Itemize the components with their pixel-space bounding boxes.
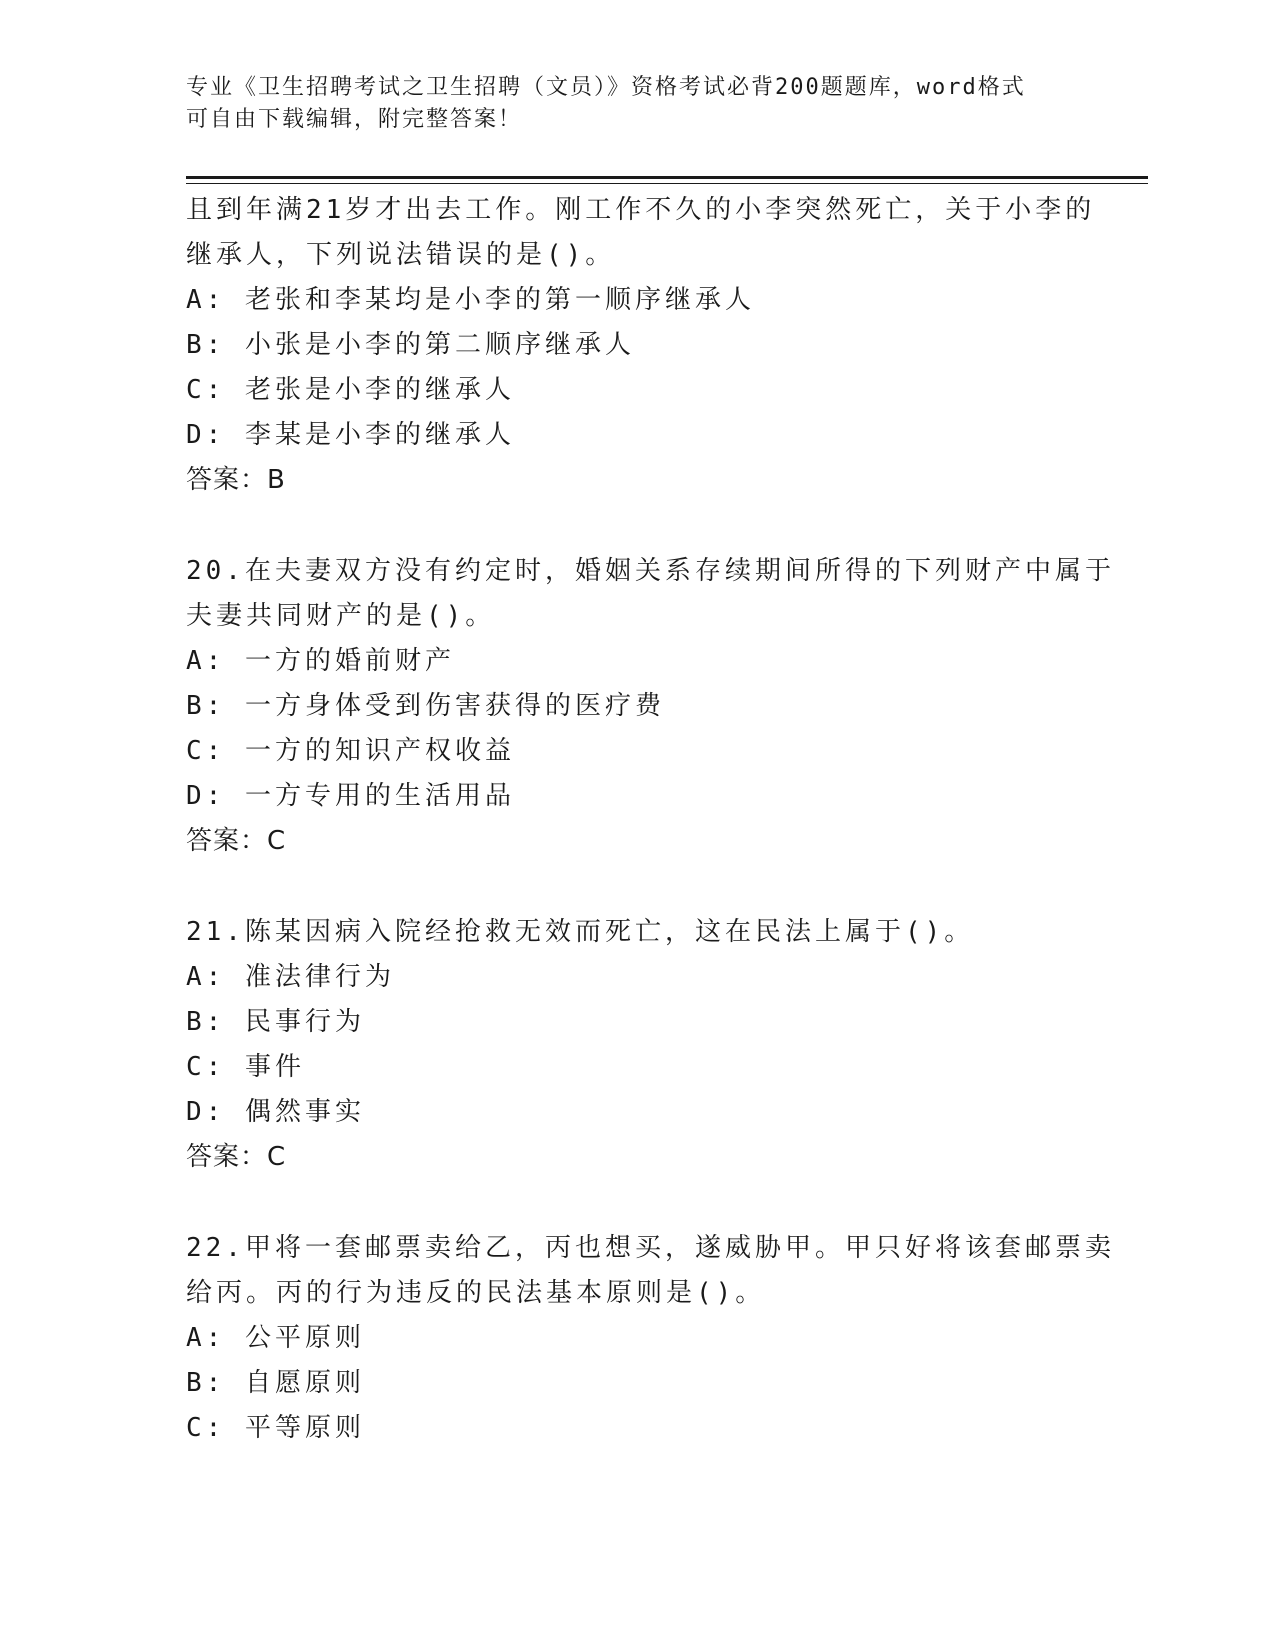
option-b: B: 一方身体受到伤害获得的医疗费 bbox=[186, 691, 665, 721]
option-d: D: 偶然事实 bbox=[186, 1097, 365, 1127]
question-stem: 夫妻共同财产的是()。 bbox=[186, 601, 496, 631]
option-a: A: 准法律行为 bbox=[186, 962, 395, 992]
option-d: D: 一方专用的生活用品 bbox=[186, 781, 515, 811]
question-stem: 给丙。丙的行为违反的民法基本原则是()。 bbox=[186, 1278, 766, 1308]
option-d: D: 李某是小李的继承人 bbox=[186, 420, 515, 450]
option-c: C: 一方的知识产权收益 bbox=[186, 736, 515, 766]
option-b: B: 小张是小李的第二顺序继承人 bbox=[186, 330, 635, 360]
question-stem: 且到年满21岁才出去工作。刚工作不久的小李突然死亡，关于小李的 bbox=[186, 195, 1096, 225]
header-divider-thick bbox=[186, 176, 1148, 179]
question-22 bbox=[186, 1226, 1115, 1451]
question-stem: 20.在夫妻双方没有约定时，婚姻关系存续期间所得的下列财产中属于 bbox=[186, 556, 1115, 586]
document-header bbox=[186, 72, 1066, 136]
answer-text: 答案：B bbox=[186, 465, 286, 495]
option-b: B: 自愿原则 bbox=[186, 1368, 365, 1398]
question-stem: 22.甲将一套邮票卖给乙，丙也想买，遂威胁甲。甲只好将该套邮票卖 bbox=[186, 1233, 1115, 1263]
option-c: C: 平等原则 bbox=[186, 1413, 365, 1443]
question-spacer bbox=[186, 864, 1086, 910]
option-a: A: 老张和李某均是小李的第一顺序继承人 bbox=[186, 285, 755, 315]
option-c: C: 事件 bbox=[186, 1052, 305, 1082]
answer-text: 答案：C bbox=[186, 826, 287, 856]
header-divider-thin bbox=[186, 183, 1148, 184]
option-c: C: 老张是小李的继承人 bbox=[186, 375, 515, 405]
option-b: B: 民事行为 bbox=[186, 1007, 365, 1037]
answer-text: 答案：C bbox=[186, 1142, 287, 1172]
question-19 bbox=[186, 188, 1096, 503]
header-title-line-2: 可自由下载编辑，附完整答案！ bbox=[186, 107, 523, 132]
question-spacer bbox=[186, 503, 1086, 549]
question-stem: 21.陈某因病入院经抢救无效而死亡，这在民法上属于()。 bbox=[186, 917, 975, 947]
option-a: A: 一方的婚前财产 bbox=[186, 646, 455, 676]
question-spacer bbox=[186, 1180, 1086, 1226]
header-title-line-1: 专业《卫生招聘考试之卫生招聘（文员）》资格考试必背200题题库，word格式 bbox=[186, 75, 1026, 100]
question-20 bbox=[186, 549, 1115, 864]
question-21 bbox=[186, 910, 1086, 1180]
question-stem: 继承人，下列说法错误的是()。 bbox=[186, 240, 616, 270]
option-a: A: 公平原则 bbox=[186, 1323, 365, 1353]
question-list bbox=[186, 188, 1115, 1451]
